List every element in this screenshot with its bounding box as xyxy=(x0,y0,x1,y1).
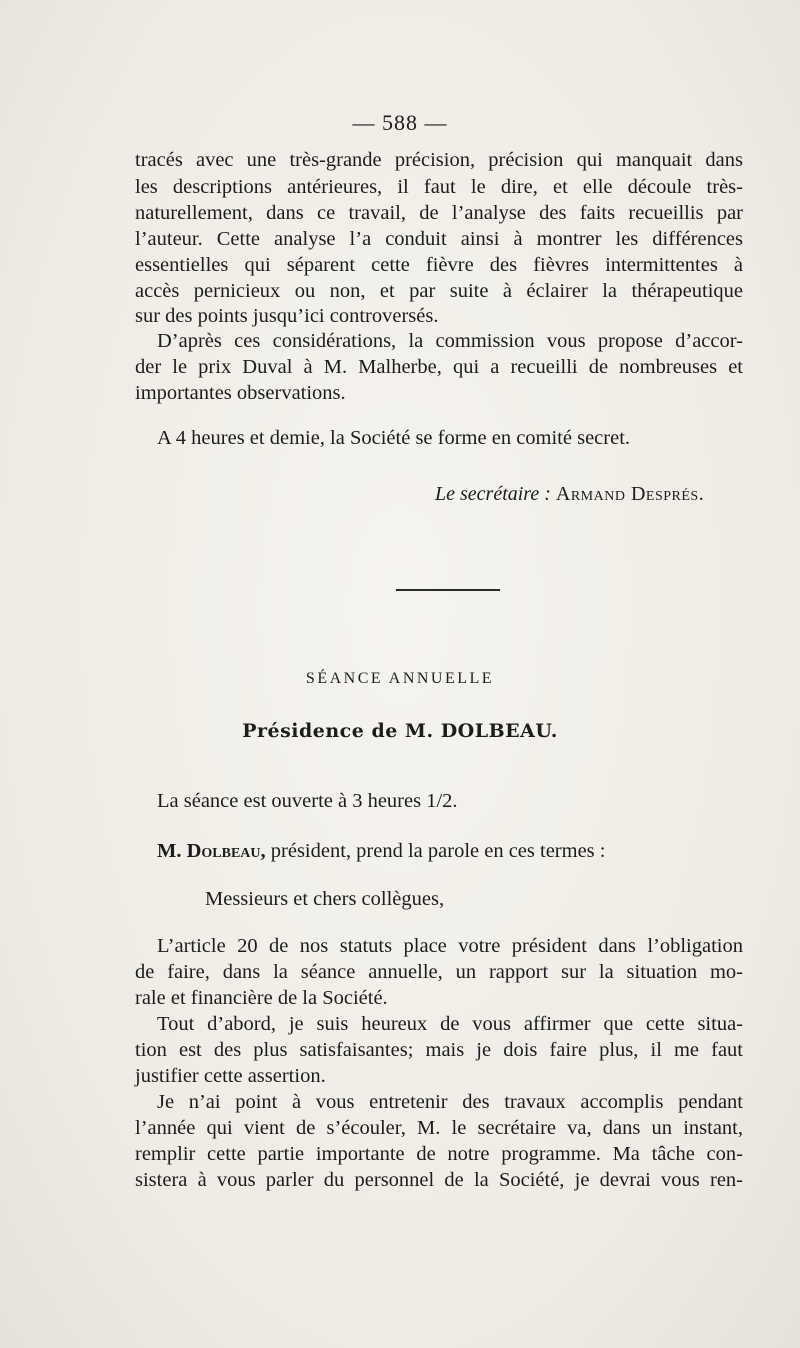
speaker-line xyxy=(157,838,765,864)
text-line: Tout d’abord, je suis heureux de vous affirmer que cette situa- xyxy=(157,1013,743,1035)
text-line: Je n’ai point à vous entretenir des travaux accomplis pendant xyxy=(157,1091,743,1113)
text-line: naturellement, dans ce travail, de l’analyse des faits recueillis par xyxy=(135,202,743,224)
text-line: sistera à vous parler du personnel de la Société, je devrai vous ren- xyxy=(135,1169,743,1191)
text-line: L’article 20 de nos statuts place votre président dans l’obligation xyxy=(157,935,743,957)
signature-role: Le secrétaire : xyxy=(435,483,551,505)
signature-name: Armand Després. xyxy=(555,483,705,505)
text-line: importantes observations. xyxy=(135,382,346,404)
signature xyxy=(435,483,735,506)
session-presidence: Présidence de M. DOLBEAU. xyxy=(242,720,558,742)
text-line: tracés avec une très-grande précision, précision qui manquait dans xyxy=(135,149,743,171)
text-line: der le prix Duval à M. Malherbe, qui a recueilli de nombreuses et xyxy=(135,356,743,378)
text-line: justifier cette assertion. xyxy=(135,1065,326,1087)
text-line: tion est des plus satisfaisantes; mais je dois faire plus, il me faut xyxy=(135,1039,743,1061)
section-divider xyxy=(396,589,500,591)
text-line: rale et financière de la Société. xyxy=(135,987,388,1009)
text-line: D’après ces considérations, la commission vous propose d’accor- xyxy=(157,330,743,352)
text-line: de faire, dans la séance annuelle, un rapport sur la situation mo- xyxy=(135,961,743,983)
speaker-intro: président, prend la parole en ces termes : xyxy=(265,840,606,862)
speaker-name: M. Dolbeau, xyxy=(157,840,266,862)
text-line: essentielles qui séparent cette fièvre des fièvres intermittentes à xyxy=(135,254,743,276)
text-line: l’auteur. Cette analyse l’a conduit ainsi à montrer les différences xyxy=(135,228,743,250)
session-opening: La séance est ouverte à 3 heures 1/2. xyxy=(157,790,458,812)
closing-line: A 4 heures et demie, la Société se forme en comité secret. xyxy=(157,427,631,449)
salutation: Messieurs et chers collègues, xyxy=(205,888,445,910)
text-line: les descriptions antérieures, il faut le dire, et elle découle très- xyxy=(135,176,743,198)
session-title: SÉANCE ANNUELLE xyxy=(305,670,495,687)
page-number: — 588 — xyxy=(352,110,448,135)
text-line: accès pernicieux ou non, et par suite à éclairer la thérapeutique xyxy=(135,280,743,302)
text-line: sur des points jusqu’ici controversés. xyxy=(135,305,439,327)
text-line: l’année qui vient de s’écouler, M. le secrétaire va, dans un instant, xyxy=(135,1117,743,1139)
text-line: remplir cette partie importante de notre programme. Ma tâche con- xyxy=(135,1143,743,1165)
